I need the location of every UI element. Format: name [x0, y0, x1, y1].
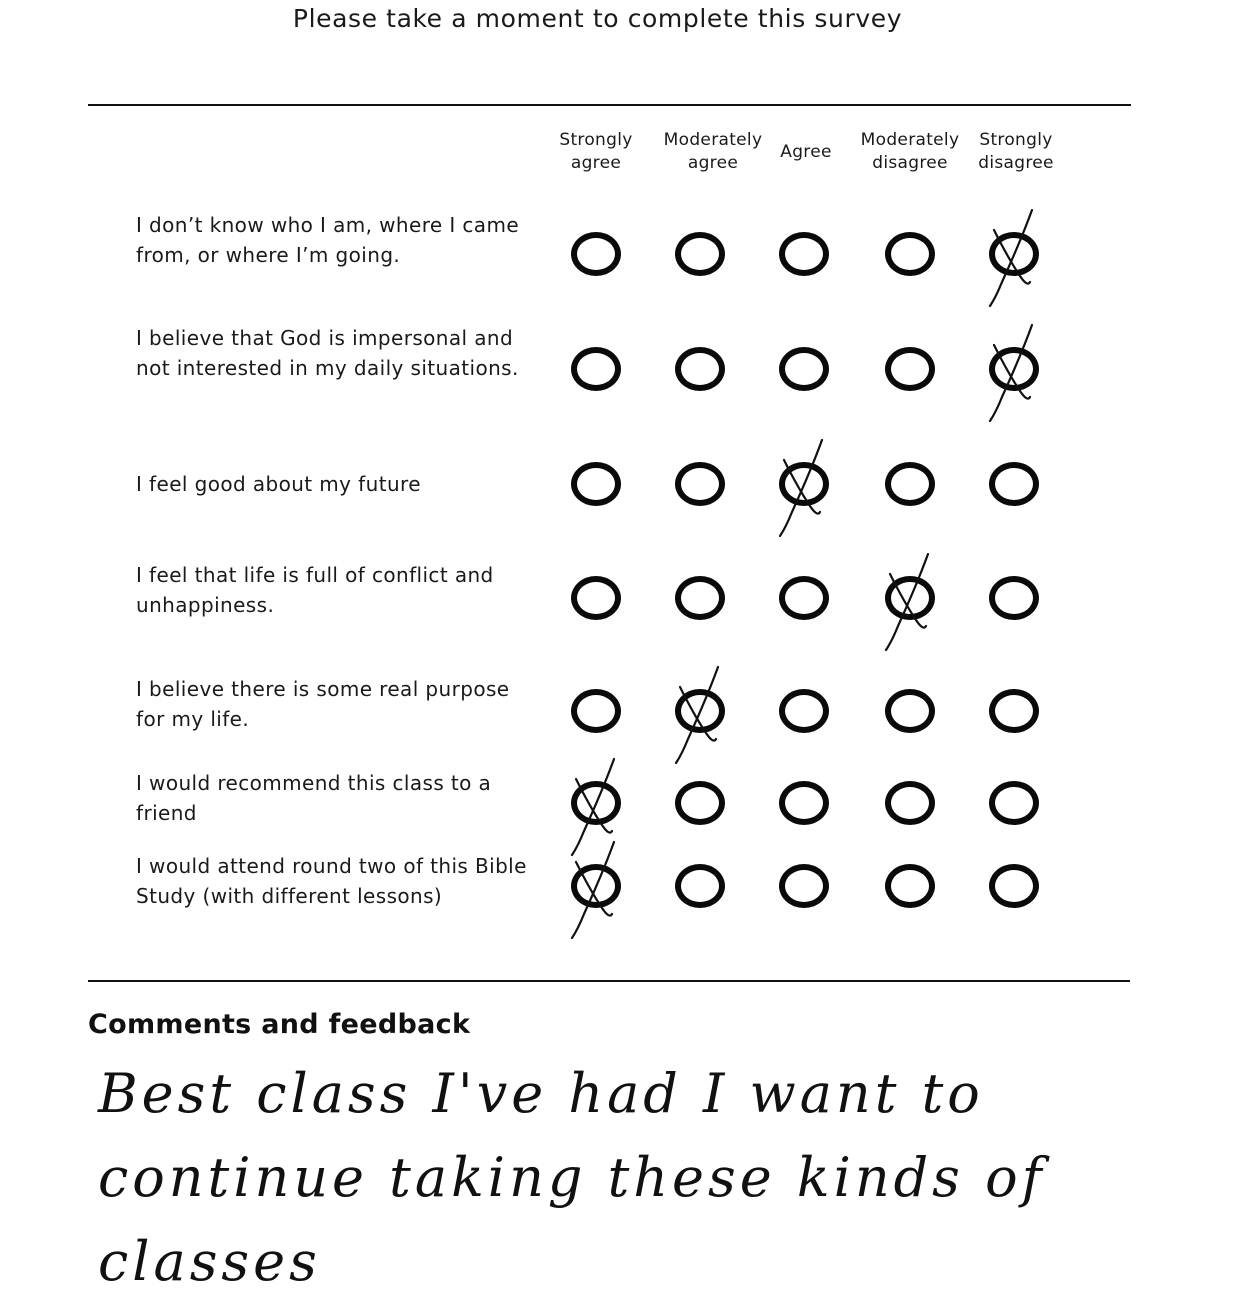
answer-bubble-q1-strongly-agree[interactable] — [571, 232, 621, 276]
answer-bubble-q4-strongly-agree[interactable] — [571, 576, 621, 620]
answer-bubble-q4-moderately-agree[interactable] — [675, 576, 725, 620]
question-1: I don’t know who I am, where I came from, or where I’m going. — [136, 213, 520, 267]
answer-bubble-q7-agree[interactable] — [779, 864, 829, 908]
question-7: I would attend round two of this Bible Study (with different lessons) — [136, 854, 527, 908]
answer-bubble-q3-moderately-disagree[interactable] — [885, 462, 935, 506]
comments-heading: Comments and feedback — [88, 1009, 471, 1040]
handwritten-comment[interactable]: Best class I've had I want to continue taking these kinds of classes — [98, 1062, 1046, 1293]
answer-bubble-q6-moderately-disagree[interactable] — [885, 781, 935, 825]
answer-bubble-q2-strongly-disagree[interactable] — [989, 347, 1039, 391]
question-5: I believe there is some real purpose for my life. — [136, 677, 510, 731]
answer-bubble-q4-strongly-disagree[interactable] — [989, 576, 1039, 620]
answer-bubble-q1-agree[interactable] — [779, 232, 829, 276]
survey-title: Please take a moment to complete this survey — [292, 4, 903, 33]
question-3: I feel good about my future — [136, 472, 421, 496]
answer-bubble-q1-moderately-agree[interactable] — [675, 232, 725, 276]
column-header-agree: Agree — [780, 142, 832, 162]
answer-bubble-q1-strongly-disagree[interactable] — [989, 232, 1039, 276]
answer-bubble-q5-strongly-agree[interactable] — [571, 689, 621, 733]
answer-bubble-q7-moderately-disagree[interactable] — [885, 864, 935, 908]
answer-bubble-q7-moderately-agree[interactable] — [675, 864, 725, 908]
answer-bubble-q3-agree[interactable] — [779, 462, 829, 506]
answer-bubble-q5-moderately-agree[interactable] — [675, 689, 725, 733]
column-header-strongly-agree: Strongly agree — [559, 130, 633, 173]
column-header-strongly-disagree: Strongly disagree — [978, 130, 1054, 173]
answer-bubble-q7-strongly-disagree[interactable] — [989, 864, 1039, 908]
answer-bubble-q6-strongly-disagree[interactable] — [989, 781, 1039, 825]
answer-bubble-q5-agree[interactable] — [779, 689, 829, 733]
column-header-moderately-agree: Moderately agree — [663, 130, 763, 173]
column-header-moderately-disagree: Moderately disagree — [860, 130, 960, 173]
answer-bubble-q3-strongly-disagree[interactable] — [989, 462, 1039, 506]
answer-bubble-q4-agree[interactable] — [779, 576, 829, 620]
answer-bubble-q6-strongly-agree[interactable] — [571, 781, 621, 825]
answer-bubble-q3-strongly-agree[interactable] — [571, 462, 621, 506]
answer-bubble-q1-moderately-disagree[interactable] — [885, 232, 935, 276]
question-6: I would recommend this class to a friend — [136, 771, 492, 825]
answer-bubble-q2-strongly-agree[interactable] — [571, 347, 621, 391]
answer-bubble-q4-moderately-disagree[interactable] — [885, 576, 935, 620]
question-2: I believe that God is impersonal and not interested in my daily situations. — [136, 326, 519, 380]
answer-bubble-q2-moderately-disagree[interactable] — [885, 347, 935, 391]
answer-bubble-q6-moderately-agree[interactable] — [675, 781, 725, 825]
bottom-divider — [88, 980, 1130, 982]
answer-bubble-q5-strongly-disagree[interactable] — [989, 689, 1039, 733]
top-divider — [88, 104, 1131, 106]
answer-bubble-q3-moderately-agree[interactable] — [675, 462, 725, 506]
answer-bubble-q5-moderately-disagree[interactable] — [885, 689, 935, 733]
answer-bubble-q2-moderately-agree[interactable] — [675, 347, 725, 391]
answer-bubble-q6-agree[interactable] — [779, 781, 829, 825]
answer-bubble-q7-strongly-agree[interactable] — [571, 864, 621, 908]
answer-bubble-q2-agree[interactable] — [779, 347, 829, 391]
question-4: I feel that life is full of conflict and unhappiness. — [136, 563, 494, 617]
